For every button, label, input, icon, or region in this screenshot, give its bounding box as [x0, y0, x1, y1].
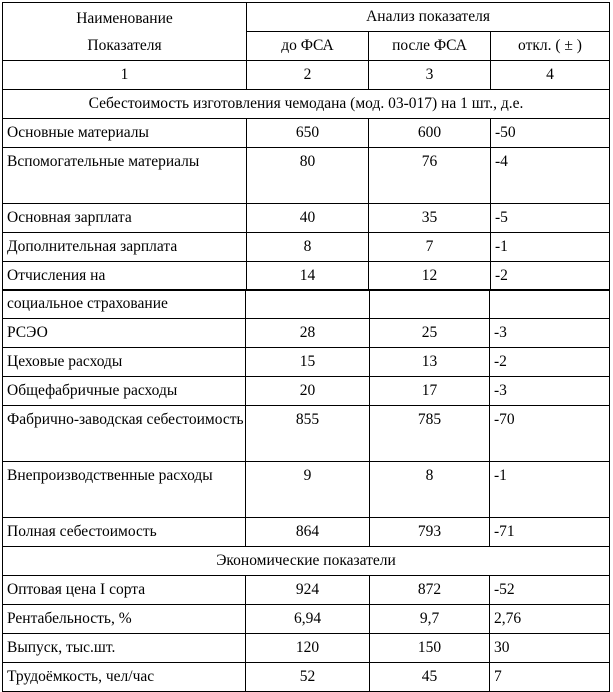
- row-dev: -4: [491, 148, 610, 204]
- header-before: до ФСА: [247, 32, 369, 61]
- row-name: Основные материалы: [3, 119, 247, 148]
- row-name: Общефабричные расходы: [3, 377, 246, 406]
- row-after: 12: [369, 262, 491, 291]
- section-cost-title: Себестоимость изготовления чемодана (мод. 03-017) на 1 шт., д.е.: [3, 90, 610, 119]
- row-before: 6,94: [246, 605, 370, 634]
- row-after: 150: [370, 634, 490, 663]
- row-before: 52: [246, 663, 370, 692]
- table-row: [3, 262, 610, 291]
- row-name: социальное страхование: [3, 290, 246, 319]
- row-after: [370, 290, 490, 319]
- row-after: 17: [370, 377, 490, 406]
- table-row: [3, 119, 610, 148]
- table-row: [3, 348, 610, 377]
- row-after: 45: [370, 663, 490, 692]
- row-name: Фабрично-заводская себестоимость: [3, 406, 246, 462]
- row-name: Оптовая цена I сорта: [3, 576, 246, 605]
- table-row: [3, 377, 610, 406]
- row-dev: -71: [490, 518, 610, 547]
- row-before: 20: [246, 377, 370, 406]
- row-after: 872: [370, 576, 490, 605]
- table-row: [3, 634, 610, 663]
- table-row: [3, 518, 610, 547]
- row-before: 120: [246, 634, 370, 663]
- row-dev: -3: [490, 377, 610, 406]
- row-before: [246, 290, 370, 319]
- row-name: Полная себестоимость: [3, 518, 246, 547]
- header-num-4: 4: [491, 61, 610, 90]
- row-before: 80: [247, 148, 369, 204]
- table-row: [3, 204, 610, 233]
- row-before: 924: [246, 576, 370, 605]
- table-row: [3, 148, 610, 204]
- row-name: Вспомогательные материалы: [3, 148, 247, 204]
- row-dev: -2: [490, 348, 610, 377]
- row-after: 785: [370, 406, 490, 462]
- header-name-line1: Наименование: [76, 9, 173, 27]
- row-dev: -2: [491, 262, 610, 291]
- section-economic-title: Экономические показатели: [3, 547, 610, 576]
- cost-table-part2: [2, 289, 609, 692]
- row-before: 8: [247, 233, 369, 262]
- row-after: 13: [370, 348, 490, 377]
- table-row: [3, 462, 610, 518]
- row-dev: -70: [490, 406, 610, 462]
- row-name: Рентабельность, %: [3, 605, 246, 634]
- table-row: [3, 663, 610, 692]
- table-row: [3, 406, 610, 462]
- row-before: 864: [246, 518, 370, 547]
- table-row: [3, 290, 610, 319]
- row-after: 76: [369, 148, 491, 204]
- row-before: 28: [246, 319, 370, 348]
- header-after: после ФСА: [369, 32, 491, 61]
- row-dev: 2,76: [490, 605, 610, 634]
- row-dev: -1: [491, 233, 610, 262]
- header-num-1: 1: [3, 61, 247, 90]
- row-name: Трудоёмкость, чел/час: [3, 663, 246, 692]
- row-after: 9,7: [370, 605, 490, 634]
- row-name: Цеховые расходы: [3, 348, 246, 377]
- row-name: Дополнительная зарплата: [3, 233, 247, 262]
- row-name: Основная зарплата: [3, 204, 247, 233]
- row-before: 650: [247, 119, 369, 148]
- row-after: 793: [370, 518, 490, 547]
- row-name: Внепроизводственные расходы: [3, 462, 246, 518]
- row-dev: -52: [490, 576, 610, 605]
- row-after: 7: [369, 233, 491, 262]
- header-analysis: Анализ показателя: [247, 3, 610, 32]
- header-deviation: откл. ( ± ): [491, 32, 610, 61]
- table-row: [3, 576, 610, 605]
- row-before: 40: [247, 204, 369, 233]
- row-after: 35: [369, 204, 491, 233]
- header-num-2: 2: [247, 61, 369, 90]
- row-dev: -3: [490, 319, 610, 348]
- table-row: [3, 605, 610, 634]
- row-dev: [490, 290, 610, 319]
- table-row: [3, 233, 610, 262]
- row-before: 9: [246, 462, 370, 518]
- row-before: 14: [247, 262, 369, 291]
- table-row: [3, 319, 610, 348]
- row-after: 8: [370, 462, 490, 518]
- header-name-line2: Показателя: [87, 36, 162, 54]
- row-name: Отчисления на: [3, 262, 247, 291]
- row-dev: 30: [490, 634, 610, 663]
- row-before: 15: [246, 348, 370, 377]
- header-num-3: 3: [369, 61, 491, 90]
- row-after: 25: [370, 319, 490, 348]
- row-after: 600: [369, 119, 491, 148]
- cost-table-part1: [2, 2, 609, 291]
- row-dev: -5: [491, 204, 610, 233]
- row-before: 855: [246, 406, 370, 462]
- row-dev: 7: [490, 663, 610, 692]
- header-name-cell: [3, 3, 247, 61]
- row-name: Выпуск, тыс.шт.: [3, 634, 246, 663]
- row-name: РСЭО: [3, 319, 246, 348]
- row-dev: -50: [491, 119, 610, 148]
- row-dev: -1: [490, 462, 610, 518]
